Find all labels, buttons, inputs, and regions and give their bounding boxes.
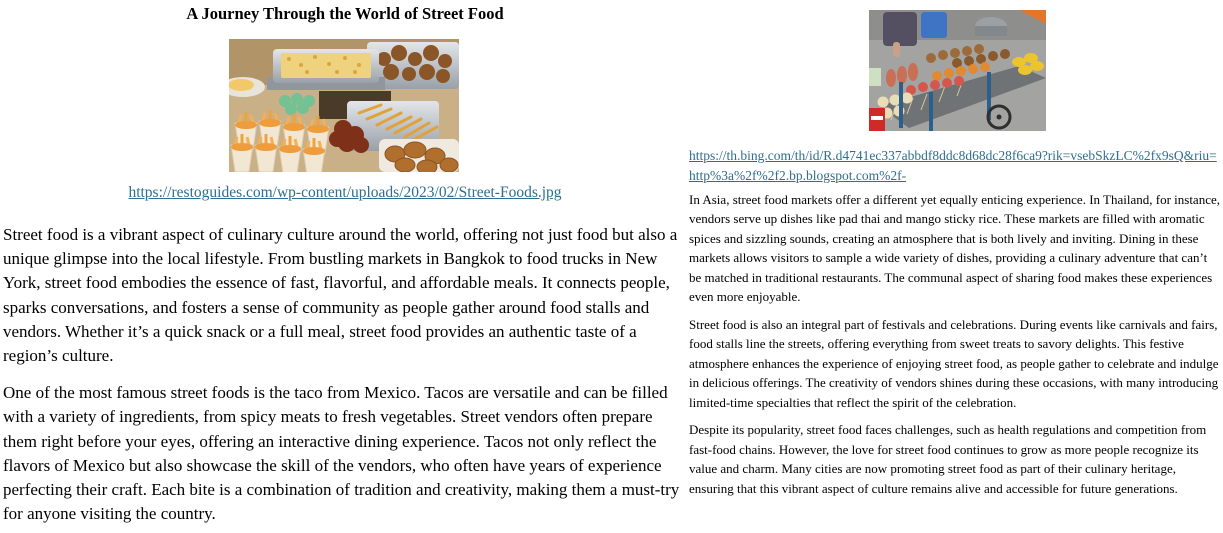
right-text-block [689,190,1220,507]
right-paragraph-2: Street food is also an integral part of festivals and celebrations. During events like carnivals and fairs, food stalls line the streets, offering everything from sweet treats to savory delights. This festive atmosphere enhances the experience of enjoying street food, as people gather to celebrate and indulge in delicious offerings. The creativity of vendors shines during these occasions, with many introducing limited-time specialties that reflect the spirit of the celebration. [689,316,1219,410]
street-food-cart-image [869,10,1046,131]
left-text-block [3,223,684,533]
left-image-source-link[interactable]: https://restoguides.com/wp-content/uploads/2023/02/Street-Foods.jpg [128,184,562,201]
right-image-source-link[interactable]: https://th.bing.com/th/id/R.d4741ec337abbdf8ddc8d68dc28f6ca9?rik=vsebSkzLC%2fx9sQ&riu=http%3a%2f%2f2.bp.blogspot.com%2f- [689,148,1217,183]
street-food-buffet-image [229,39,459,172]
page-title: A Journey Through the World of Street Food [186,4,504,23]
right-image-caption [689,146,1222,185]
left-paragraph-2: One of the most famous street foods is the taco from Mexico. Tacos are versatile and can be filled with a variety of ingredients, from spicy meats to fresh vegetables. Street vendors often prepare them right before your eyes, offering an interactive dining experience. Tacos not only reflect the flavors of Mexico but also showcase the skill of the vendors, who often have years of experience perfecting their craft. Each bite is a combination of tradition and creativity, making them a must-try for anyone visiting the country. [3,383,680,524]
right-paragraph-1: In Asia, street food markets offer a different yet equally enticing experience. In Thailand, for instance, vendors serve up dishes like pad thai and mango sticky rice. These markets are filled with aromatic spices and sizzling sounds, creating an atmosphere that is both lively and inviting. Dining in these markets allows visitors to sample a wide variety of dishes, providing a culinary adventure that can’t be matched in traditional restaurants. The communal aspect of sharing food makes these experiences even more enjoyable. [689,192,1220,305]
left-image-caption [0,183,690,202]
left-paragraph-1: Street food is a vibrant aspect of culinary culture around the world, offering not just food but also a unique glimpse into the local lifestyle. From bustling markets in Bangkok to food trucks in New York, street food embodies the essence of fast, flavorful, and affordable meals. It connects people, sparks conversations, and fosters a sense of community as people gather around food stalls and vendors. Whether it’s a quick snack or a full meal, street food provides an authentic taste of a region’s culture. [3,225,678,366]
right-paragraph-3: Despite its popularity, street food faces challenges, such as health regulations and competition from fast-food chains. However, the love for street food continues to grow as more people recognize its value and charm. Many cities are now promoting street food as part of their culinary heritage, ensuring that this vibrant aspect of culture remains alive and accessible for future generations. [689,422,1207,496]
